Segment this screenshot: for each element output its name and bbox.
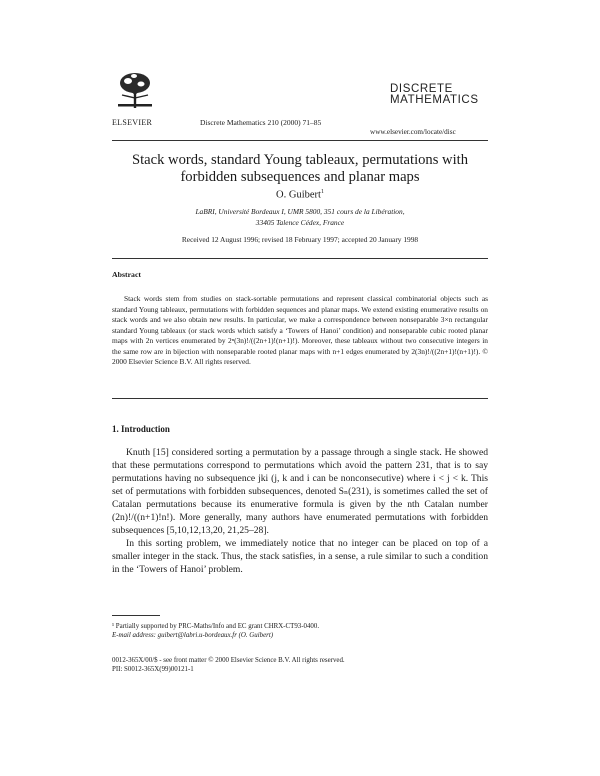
front-matter	[112, 656, 488, 675]
pii-line: PII: S0012-365X(99)00121-1	[112, 666, 194, 674]
introduction-body	[112, 446, 488, 576]
abstract-heading: Abstract	[112, 270, 142, 279]
brand-line-2: MATHEMATICS	[390, 94, 479, 106]
copyright-line: 0012-365X/00/$ - see front matter © 2000 Elsevier Science B.V. All rights reserved.	[112, 657, 345, 664]
intro-paragraph-1: Knuth [15] considered sorting a permutation by a passage through a single stack. He showed that these permutations correspond to permutations which avoid the pattern 231, that is to say permutations having no subsequence jki (j, k and i can be nonconsecutive) where i < j < k. This set of permutations with forbidden subsequences, denoted Sₙ(231), is sometimes called the set of Catalan permutations because its enumerative formula is given by the nth Catalan number (2n)!/((n+1)!n!). More generally, many authors have enumerated permutations with forbidden subsequences [5,10,12,13,20, 21,25–28].	[112, 447, 488, 537]
author-name: O. Guibert	[276, 189, 321, 201]
journal-website-link[interactable]: www.elsevier.com/locate/disc	[370, 128, 456, 136]
affiliation-line-2: 33405 Talence Cédex, France	[255, 217, 345, 227]
footnote-funding: ¹ Partially supported by PRC-Maths/Info and EC grant CHRX-CT93-0400.	[112, 623, 320, 630]
title-line-1: Stack words, standard Young tableaux, permutations with	[131, 152, 469, 168]
submission-dates: Received 12 August 1996; revised 18 February 1997; accepted 20 January 1998	[181, 235, 419, 244]
journal-citation: Discrete Mathematics 210 (2000) 71–85	[200, 118, 322, 127]
section-heading-introduction: 1. Introduction	[112, 424, 170, 434]
footnote-rule	[112, 615, 160, 616]
author-footnote-mark: 1	[320, 189, 324, 195]
elsevier-tree-logo	[112, 70, 158, 110]
footnote	[112, 622, 488, 640]
journal-brand	[390, 84, 479, 106]
header-rule	[112, 140, 488, 141]
abstract-top-rule	[112, 258, 488, 259]
intro-paragraph-2: In this sorting problem, we immediately notice that no integer can be placed on top of a smaller integer in the stack. Thus, the stack satisfies, in a sense, a rule similar to such a condition in the ‘Towers of Hanoi’ problem.	[112, 538, 488, 576]
paper-title	[112, 152, 488, 186]
affiliation-line-1: LaBRI, Université Bordeaux I, UMR 5800, 351 cours de la Libération,	[195, 207, 405, 216]
publisher-label: ELSEVIER	[112, 118, 153, 127]
title-line-2: forbidden subsequences and planar maps	[180, 169, 420, 185]
footnote-email: E-mail address: guibert@labri.u-bordeaux.fr (O. Guibert)	[112, 632, 274, 640]
author	[112, 189, 488, 201]
brand-line-1: DISCRETE	[390, 83, 453, 95]
abstract-text: Stack words stem from studies on stack-sortable permutations and represent classical combinatorial objects such as standard Young tableaux, permutations with forbidden sequences and planar maps. We extend existing enumerative results on stack words and we also obtain new results. In particular, we make a correspondence between nonseparable 3×n rectangular standard Young tableaux (or stack words which satisfy a ‘Towers of Hanoi’ condition) and nonseparable cubic rooted planar maps with 2n vertices enumerated by 2ⁿ(3n)!/((2n+1)!(n+1)!). Moreover, these tableaux without two consecutive integers in the same row are in bijection with nonseparable rooted planar maps with n+1 edges enumerated by 2(3n)!/((2n+1)!(n+1)!). © 2000 Elsevier Science B.V. All rights reserved.	[112, 294, 488, 366]
affiliation	[112, 207, 488, 228]
abstract-bottom-rule	[112, 398, 488, 399]
